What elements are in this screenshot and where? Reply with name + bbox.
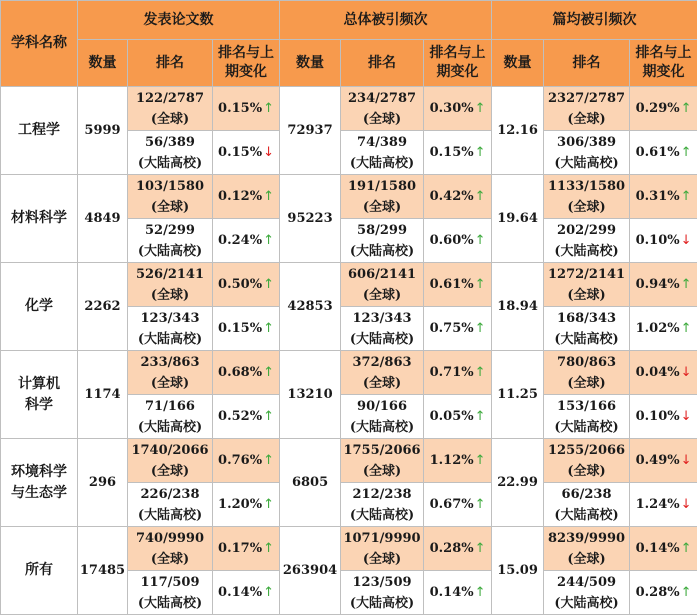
rank-value: 526/2141 xyxy=(128,264,212,285)
table-row xyxy=(1,175,697,219)
change-percent: 0.94% xyxy=(636,277,680,292)
citations-rank-global xyxy=(341,527,424,571)
citations-change-global xyxy=(424,263,492,307)
citations-rank-global xyxy=(341,263,424,307)
papers-rank-global xyxy=(128,87,213,131)
rank-scope: (大陆高校) xyxy=(128,241,212,262)
avg-change-global xyxy=(630,439,697,483)
avg-change-global xyxy=(630,263,697,307)
citations-change-global xyxy=(424,87,492,131)
change-percent: 0.28% xyxy=(636,585,680,600)
rank-scope: (全球) xyxy=(128,461,212,482)
subject-name xyxy=(1,351,78,439)
citations-count: 95223 xyxy=(280,175,341,263)
avg-rank-global xyxy=(544,87,630,131)
change-percent: 0.29% xyxy=(636,101,680,116)
subject-column-header: 学科名称 xyxy=(1,1,78,87)
rank-value: 74/389 xyxy=(341,132,423,153)
citations-change-mainland xyxy=(424,131,492,175)
rank-value: 244/509 xyxy=(544,572,629,593)
rank-scope: (全球) xyxy=(128,373,212,394)
header-row-groups xyxy=(1,1,697,40)
rank-scope: (全球) xyxy=(544,197,629,218)
arrow-up-icon: ↑ xyxy=(475,585,486,600)
sub-header-change-line: 排名与上 xyxy=(424,44,491,63)
table-row xyxy=(1,263,697,307)
citations-rank-mainland xyxy=(341,219,424,263)
rank-value: 780/863 xyxy=(544,352,629,373)
rank-value: 1255/2066 xyxy=(544,440,629,461)
avg-change-mainland xyxy=(630,307,697,351)
avg-count: 11.25 xyxy=(492,351,544,439)
sub-header-change xyxy=(424,40,492,87)
citations-rank-global xyxy=(341,439,424,483)
citations-change-mainland xyxy=(424,395,492,439)
rank-scope: (大陆高校) xyxy=(128,153,212,174)
change-percent: 0.61% xyxy=(430,277,474,292)
table-row xyxy=(1,351,697,395)
avg-rank-mainland xyxy=(544,483,630,527)
rank-scope: (大陆高校) xyxy=(128,593,212,614)
subject-name: 材料科学 xyxy=(1,175,78,263)
avg-change-global xyxy=(630,351,697,395)
header-row-sub xyxy=(1,40,697,87)
change-percent: 0.17% xyxy=(218,541,262,556)
avg-change-mainland xyxy=(630,219,697,263)
change-percent: 0.42% xyxy=(430,189,474,204)
subject-name-line: 与生态学 xyxy=(1,483,77,504)
avg-change-mainland xyxy=(630,131,697,175)
papers-change-mainland xyxy=(213,483,280,527)
papers-change-mainland xyxy=(213,131,280,175)
rank-value: 71/166 xyxy=(128,396,212,417)
papers-change-global xyxy=(213,527,280,571)
change-percent: 0.60% xyxy=(430,233,474,248)
change-percent: 0.12% xyxy=(218,189,262,204)
papers-rank-global xyxy=(128,175,213,219)
sub-header-count: 数量 xyxy=(492,40,544,87)
rank-value: 2327/2787 xyxy=(544,88,629,109)
rank-scope: (大陆高校) xyxy=(544,241,629,262)
change-percent: 0.24% xyxy=(218,233,262,248)
change-percent: 0.31% xyxy=(636,189,680,204)
arrow-up-icon: ↑ xyxy=(263,585,274,600)
rank-scope: (全球) xyxy=(341,285,423,306)
rank-scope: (大陆高校) xyxy=(341,329,423,350)
avg-change-global xyxy=(630,527,697,571)
change-percent: 0.76% xyxy=(218,453,262,468)
change-percent: 0.75% xyxy=(430,321,474,336)
papers-rank-global xyxy=(128,263,213,307)
group-header-citations: 总体被引频次 xyxy=(280,1,492,40)
citations-count: 13210 xyxy=(280,351,341,439)
table-row xyxy=(1,439,697,483)
change-percent: 0.61% xyxy=(636,145,680,160)
sub-header-rank: 排名 xyxy=(544,40,630,87)
citations-rank-global xyxy=(341,175,424,219)
subject-name: 所有 xyxy=(1,527,78,615)
papers-rank-mainland xyxy=(128,571,213,615)
rank-value: 606/2141 xyxy=(341,264,423,285)
rank-value: 56/389 xyxy=(128,132,212,153)
change-percent: 0.30% xyxy=(430,101,474,116)
arrow-up-icon: ↑ xyxy=(263,497,274,512)
papers-count: 2262 xyxy=(78,263,128,351)
rank-value: 153/166 xyxy=(544,396,629,417)
papers-rank-mainland xyxy=(128,483,213,527)
rank-scope: (全球) xyxy=(128,285,212,306)
citations-count: 263904 xyxy=(280,527,341,615)
change-percent: 0.15% xyxy=(430,145,474,160)
citations-rank-mainland xyxy=(341,395,424,439)
avg-rank-mainland xyxy=(544,307,630,351)
rank-value: 306/389 xyxy=(544,132,629,153)
rank-scope: (大陆高校) xyxy=(341,593,423,614)
change-percent: 0.15% xyxy=(218,321,262,336)
avg-rank-mainland xyxy=(544,571,630,615)
avg-count: 15.09 xyxy=(492,527,544,615)
citations-rank-mainland xyxy=(341,571,424,615)
papers-rank-mainland xyxy=(128,395,213,439)
citations-count: 72937 xyxy=(280,87,341,175)
sub-header-change-line: 期变化 xyxy=(213,63,279,82)
rank-scope: (全球) xyxy=(544,109,629,130)
citations-change-mainland xyxy=(424,307,492,351)
avg-rank-global xyxy=(544,263,630,307)
change-percent: 0.15% xyxy=(218,101,262,116)
arrow-down-icon: ↓ xyxy=(681,233,692,248)
arrow-up-icon: ↑ xyxy=(263,321,274,336)
arrow-up-icon: ↑ xyxy=(681,585,692,600)
rank-value: 8239/9990 xyxy=(544,528,629,549)
arrow-up-icon: ↑ xyxy=(263,277,274,292)
rank-scope: (大陆高校) xyxy=(544,593,629,614)
rank-value: 372/863 xyxy=(341,352,423,373)
papers-count: 4849 xyxy=(78,175,128,263)
subject-name xyxy=(1,439,78,527)
rank-value: 1740/2066 xyxy=(128,440,212,461)
rank-value: 233/863 xyxy=(128,352,212,373)
rank-value: 103/1580 xyxy=(128,176,212,197)
citations-rank-mainland xyxy=(341,483,424,527)
papers-change-global xyxy=(213,351,280,395)
table-body xyxy=(1,87,697,615)
citations-change-mainland xyxy=(424,483,492,527)
change-percent: 0.10% xyxy=(636,233,680,248)
arrow-up-icon: ↑ xyxy=(475,145,486,160)
arrow-up-icon: ↑ xyxy=(681,277,692,292)
rank-scope: (全球) xyxy=(544,549,629,570)
rank-scope: (全球) xyxy=(544,373,629,394)
rank-scope: (全球) xyxy=(128,549,212,570)
avg-rank-global xyxy=(544,527,630,571)
rank-scope: (大陆高校) xyxy=(128,329,212,350)
avg-rank-global xyxy=(544,439,630,483)
rank-value: 1272/2141 xyxy=(544,264,629,285)
arrow-up-icon: ↑ xyxy=(475,541,486,556)
arrow-up-icon: ↑ xyxy=(263,189,274,204)
arrow-up-icon: ↑ xyxy=(681,321,692,336)
rank-scope: (大陆高校) xyxy=(544,329,629,350)
citations-change-global xyxy=(424,439,492,483)
sub-header-change-line: 期变化 xyxy=(630,63,697,82)
papers-rank-global xyxy=(128,439,213,483)
papers-change-global xyxy=(213,439,280,483)
arrow-up-icon: ↑ xyxy=(475,101,486,116)
sub-header-change-line: 期变化 xyxy=(424,63,491,82)
avg-change-global xyxy=(630,87,697,131)
papers-count: 296 xyxy=(78,439,128,527)
rank-value: 123/343 xyxy=(341,308,423,329)
change-percent: 0.71% xyxy=(430,365,474,380)
subject-name-line: 科学 xyxy=(1,395,77,416)
avg-change-mainland xyxy=(630,483,697,527)
subject-name: 化学 xyxy=(1,263,78,351)
rank-value: 123/509 xyxy=(341,572,423,593)
avg-change-mainland xyxy=(630,395,697,439)
papers-change-mainland xyxy=(213,219,280,263)
citations-count: 6805 xyxy=(280,439,341,527)
papers-count: 5999 xyxy=(78,87,128,175)
change-percent: 0.68% xyxy=(218,365,262,380)
sub-header-change xyxy=(213,40,280,87)
papers-count: 1174 xyxy=(78,351,128,439)
change-percent: 0.67% xyxy=(430,497,474,512)
arrow-up-icon: ↑ xyxy=(681,101,692,116)
rank-scope: (全球) xyxy=(341,549,423,570)
sub-header-count: 数量 xyxy=(78,40,128,87)
arrow-up-icon: ↑ xyxy=(681,541,692,556)
papers-change-global xyxy=(213,175,280,219)
papers-rank-mainland xyxy=(128,307,213,351)
avg-change-mainland xyxy=(630,571,697,615)
papers-count: 17485 xyxy=(78,527,128,615)
avg-rank-mainland xyxy=(544,219,630,263)
papers-change-mainland xyxy=(213,571,280,615)
rank-value: 58/299 xyxy=(341,220,423,241)
change-percent: 0.50% xyxy=(218,277,262,292)
avg-count: 12.16 xyxy=(492,87,544,175)
arrow-up-icon: ↑ xyxy=(263,409,274,424)
subject-name-line: 计算机 xyxy=(1,374,77,395)
arrow-up-icon: ↑ xyxy=(263,541,274,556)
subject-name-line: 环境科学 xyxy=(1,462,77,483)
change-percent: 0.28% xyxy=(430,541,474,556)
arrow-up-icon: ↑ xyxy=(475,233,486,248)
avg-rank-global xyxy=(544,351,630,395)
avg-count: 18.94 xyxy=(492,263,544,351)
sub-header-rank: 排名 xyxy=(341,40,424,87)
papers-change-mainland xyxy=(213,395,280,439)
change-percent: 0.14% xyxy=(218,585,262,600)
arrow-up-icon: ↑ xyxy=(681,189,692,204)
subject-name: 工程学 xyxy=(1,87,78,175)
arrow-down-icon: ↓ xyxy=(263,145,274,160)
avg-change-global xyxy=(630,175,697,219)
rank-scope: (全球) xyxy=(341,373,423,394)
rank-value: 168/343 xyxy=(544,308,629,329)
citations-change-global xyxy=(424,175,492,219)
citations-rank-global xyxy=(341,351,424,395)
papers-change-mainland xyxy=(213,307,280,351)
rank-value: 740/9990 xyxy=(128,528,212,549)
rank-value: 123/343 xyxy=(128,308,212,329)
rank-scope: (大陆高校) xyxy=(341,505,423,526)
citations-rank-global xyxy=(341,87,424,131)
rank-scope: (全球) xyxy=(544,285,629,306)
rank-value: 234/2787 xyxy=(341,88,423,109)
sub-header-change-line: 排名与上 xyxy=(630,44,697,63)
arrow-up-icon: ↑ xyxy=(263,101,274,116)
group-header-papers: 发表论文数 xyxy=(78,1,280,40)
change-percent: 0.14% xyxy=(430,585,474,600)
arrow-up-icon: ↑ xyxy=(681,145,692,160)
papers-change-global xyxy=(213,87,280,131)
sub-header-rank: 排名 xyxy=(128,40,213,87)
sub-header-change-line: 排名与上 xyxy=(213,44,279,63)
arrow-down-icon: ↓ xyxy=(681,497,692,512)
rank-scope: (全球) xyxy=(341,461,423,482)
arrow-up-icon: ↑ xyxy=(475,277,486,292)
change-percent: 0.49% xyxy=(636,453,680,468)
arrow-up-icon: ↑ xyxy=(475,497,486,512)
citations-change-global xyxy=(424,527,492,571)
avg-rank-global xyxy=(544,175,630,219)
papers-rank-mainland xyxy=(128,131,213,175)
rank-scope: (全球) xyxy=(341,197,423,218)
change-percent: 1.02% xyxy=(636,321,680,336)
arrow-up-icon: ↑ xyxy=(475,189,486,204)
arrow-up-icon: ↑ xyxy=(263,453,274,468)
table-row xyxy=(1,87,697,131)
arrow-up-icon: ↑ xyxy=(475,409,486,424)
citations-rank-mainland xyxy=(341,307,424,351)
change-percent: 1.20% xyxy=(218,497,262,512)
citations-change-global xyxy=(424,351,492,395)
table-row xyxy=(1,527,697,571)
rank-scope: (大陆高校) xyxy=(341,153,423,174)
sub-header-count: 数量 xyxy=(280,40,341,87)
papers-rank-global xyxy=(128,527,213,571)
rank-scope: (全球) xyxy=(544,461,629,482)
arrow-up-icon: ↑ xyxy=(475,453,486,468)
avg-rank-mainland xyxy=(544,131,630,175)
change-percent: 0.04% xyxy=(636,365,680,380)
arrow-down-icon: ↓ xyxy=(681,409,692,424)
change-percent: 0.05% xyxy=(430,409,474,424)
change-percent: 1.24% xyxy=(636,497,680,512)
citations-change-mainland xyxy=(424,219,492,263)
rank-scope: (全球) xyxy=(128,109,212,130)
papers-rank-mainland xyxy=(128,219,213,263)
rank-value: 1755/2066 xyxy=(341,440,423,461)
citations-rank-mainland xyxy=(341,131,424,175)
rank-value: 191/1580 xyxy=(341,176,423,197)
rank-value: 1071/9990 xyxy=(341,528,423,549)
arrow-down-icon: ↓ xyxy=(681,365,692,380)
papers-rank-global xyxy=(128,351,213,395)
avg-count: 19.64 xyxy=(492,175,544,263)
citations-count: 42853 xyxy=(280,263,341,351)
rank-scope: (大陆高校) xyxy=(341,241,423,262)
group-header-avg-citations: 篇均被引频次 xyxy=(492,1,697,40)
sub-header-change xyxy=(630,40,697,87)
rank-value: 226/238 xyxy=(128,484,212,505)
rank-scope: (全球) xyxy=(341,109,423,130)
change-percent: 1.12% xyxy=(430,453,474,468)
papers-change-global xyxy=(213,263,280,307)
rank-scope: (大陆高校) xyxy=(544,153,629,174)
arrow-up-icon: ↑ xyxy=(475,321,486,336)
rank-value: 122/2787 xyxy=(128,88,212,109)
rank-scope: (大陆高校) xyxy=(544,417,629,438)
rank-value: 202/299 xyxy=(544,220,629,241)
arrow-up-icon: ↑ xyxy=(263,233,274,248)
arrow-down-icon: ↓ xyxy=(681,453,692,468)
citations-change-mainland xyxy=(424,571,492,615)
avg-count: 22.99 xyxy=(492,439,544,527)
rank-value: 1133/1580 xyxy=(544,176,629,197)
rank-scope: (大陆高校) xyxy=(341,417,423,438)
arrow-up-icon: ↑ xyxy=(475,365,486,380)
rank-scope: (大陆高校) xyxy=(128,505,212,526)
rank-scope: (大陆高校) xyxy=(544,505,629,526)
rank-value: 52/299 xyxy=(128,220,212,241)
rank-value: 66/238 xyxy=(544,484,629,505)
change-percent: 0.10% xyxy=(636,409,680,424)
rank-scope: (大陆高校) xyxy=(128,417,212,438)
rank-value: 117/509 xyxy=(128,572,212,593)
change-percent: 0.14% xyxy=(636,541,680,556)
change-percent: 0.15% xyxy=(218,145,262,160)
arrow-up-icon: ↑ xyxy=(263,365,274,380)
rank-scope: (全球) xyxy=(128,197,212,218)
rank-value: 90/166 xyxy=(341,396,423,417)
rank-value: 212/238 xyxy=(341,484,423,505)
change-percent: 0.52% xyxy=(218,409,262,424)
avg-rank-mainland xyxy=(544,395,630,439)
